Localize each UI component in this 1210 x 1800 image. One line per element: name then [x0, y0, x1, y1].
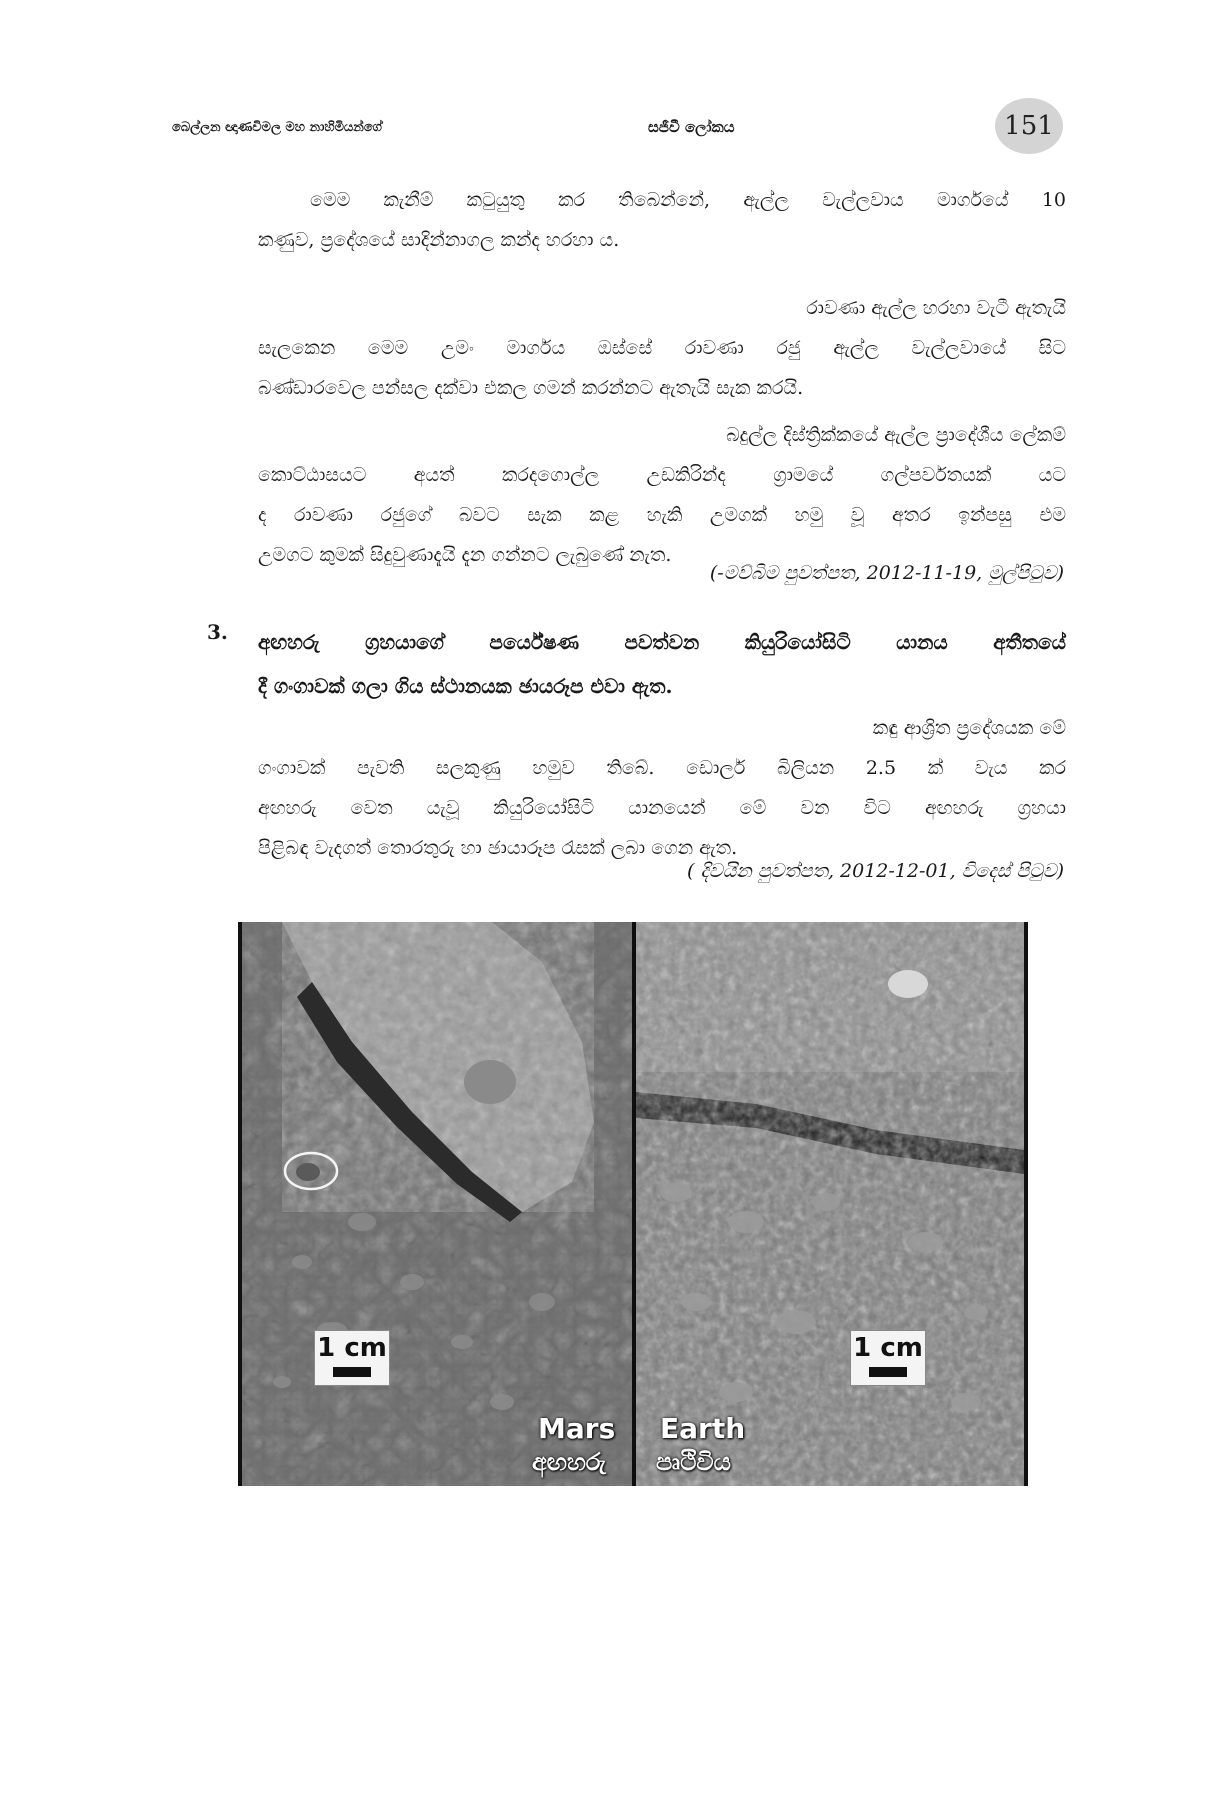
paragraph-3-line: කොට්ඨාසයට අයත් කරදගොල්ල උඩකිරින්ද ග්‍රාමයේ ගල්පර්වතයක් යට	[258, 464, 1066, 486]
scale-bar-icon	[869, 1367, 907, 1377]
paragraph-1-line: මෙම කැනීම් කටුයුතු කර තිබෙන්නේ, ඇල්ල වැල්ලවාය මාර්ගයේ 10	[310, 189, 1066, 211]
citation-mawbima: (-මව්බිම පුවත්පත, 2012-11-19, මුල්පිටුව)	[709, 562, 1064, 584]
mars-earth-comparison-figure	[238, 922, 1028, 1486]
mars-scale-marker	[314, 1330, 390, 1386]
item-heading-line: දී ගංගාවක් ගලා ගිය ස්ථානයක ඡායරූප එවා ඇත.	[258, 674, 673, 698]
paragraph-3-line: උමගට කුමක් සිදුවුණාදැයි දැන ගන්නට ලැබුණේ නැත.	[258, 544, 672, 566]
earth-label-sinhala: පෘථිවිය	[656, 1448, 731, 1476]
mars-rock-photo	[242, 922, 632, 1486]
paragraph-3-line: බදුල්ල දිස්ත්‍රික්කයේ ඇල්ල ප්‍රාදේශීය ලේකම්	[726, 424, 1066, 446]
paragraph-2-line: බණ්ඩාරවෙල පන්සල දක්වා එකල ගමන් කරන්නට ඇතැයි සැක කරයි.	[258, 377, 804, 399]
mars-scale-label: 1 cm	[317, 1333, 387, 1363]
earth-scale-label: 1 cm	[853, 1333, 923, 1363]
mars-label-english: Mars	[538, 1412, 616, 1445]
running-header-title: සජීවී ලෝකය	[648, 118, 735, 136]
paragraph-4-line: පිළිබඳ වැදගත් තොරතුරු හා ඡායාරූප රැසක් ලබා ගෙන ඇත.	[258, 837, 738, 859]
paragraph-2-line: රාවණා ඇල්ල හරහා වැටී ඇතැයි	[806, 297, 1066, 319]
running-header-author: බෙල්ලන ඥාණවිමල මහ නාහිමියන්ගේ	[172, 120, 382, 135]
paragraph-4	[258, 708, 1066, 868]
paragraph-4-line: කඳු ආශ්‍රිත ප්‍රදේශයක මේ	[872, 717, 1066, 739]
paragraph-1-line: කණුව, ප්‍රදේශයේ සාදින්නාගල කන්ද හරහා ය.	[258, 229, 620, 251]
item-heading	[258, 620, 1066, 708]
item-number: 3.	[207, 620, 228, 644]
earth-rock-photo	[636, 922, 1024, 1486]
page-number: 151	[1004, 111, 1054, 141]
paragraph-4-line: ගංගාවක් පැවති සලකුණු හමුව තිබේ. ඩොලර් බිලියන 2.5 ක් වැය කර	[258, 757, 1066, 779]
scale-bar-icon	[333, 1367, 371, 1377]
citation-divaina: ( දිවයින පුවත්පත, 2012-12-01, විදෙස් පිටුව)	[687, 860, 1064, 882]
earth-photo-panel	[636, 922, 1024, 1486]
paragraph-4-line: අඟහරු වෙත යැවූ කියුරියෝසිටි යානයෙන් මේ වන විට අඟහරු ග්‍රහයා	[258, 797, 1066, 819]
paragraph-2	[258, 288, 1066, 408]
paragraph-1	[258, 180, 1066, 260]
earth-scale-marker	[850, 1330, 926, 1386]
mars-label-sinhala: අඟහරු	[532, 1448, 606, 1476]
page-number-badge	[995, 98, 1063, 154]
item-heading-line: අඟහරු ග්‍රහයාගේ පර්යේෂණ පවත්වන කියුරියෝසිටි යානය අතීතයේ	[258, 630, 1066, 654]
paragraph-3-line: ද රාවණා රජුගේ බවට සැක කළ හැකි උමගක් හමු වූ අතර ඉන්පසු එම	[258, 504, 1066, 526]
paragraph-3	[258, 415, 1066, 575]
mars-photo-panel	[242, 922, 632, 1486]
paragraph-2-line: සැලකෙන මෙම උමං මාර්ගය ඔස්සේ රාවණා රජු ඇල්ල වැල්ලවායේ සිට	[258, 337, 1066, 359]
earth-label-english: Earth	[660, 1412, 746, 1445]
